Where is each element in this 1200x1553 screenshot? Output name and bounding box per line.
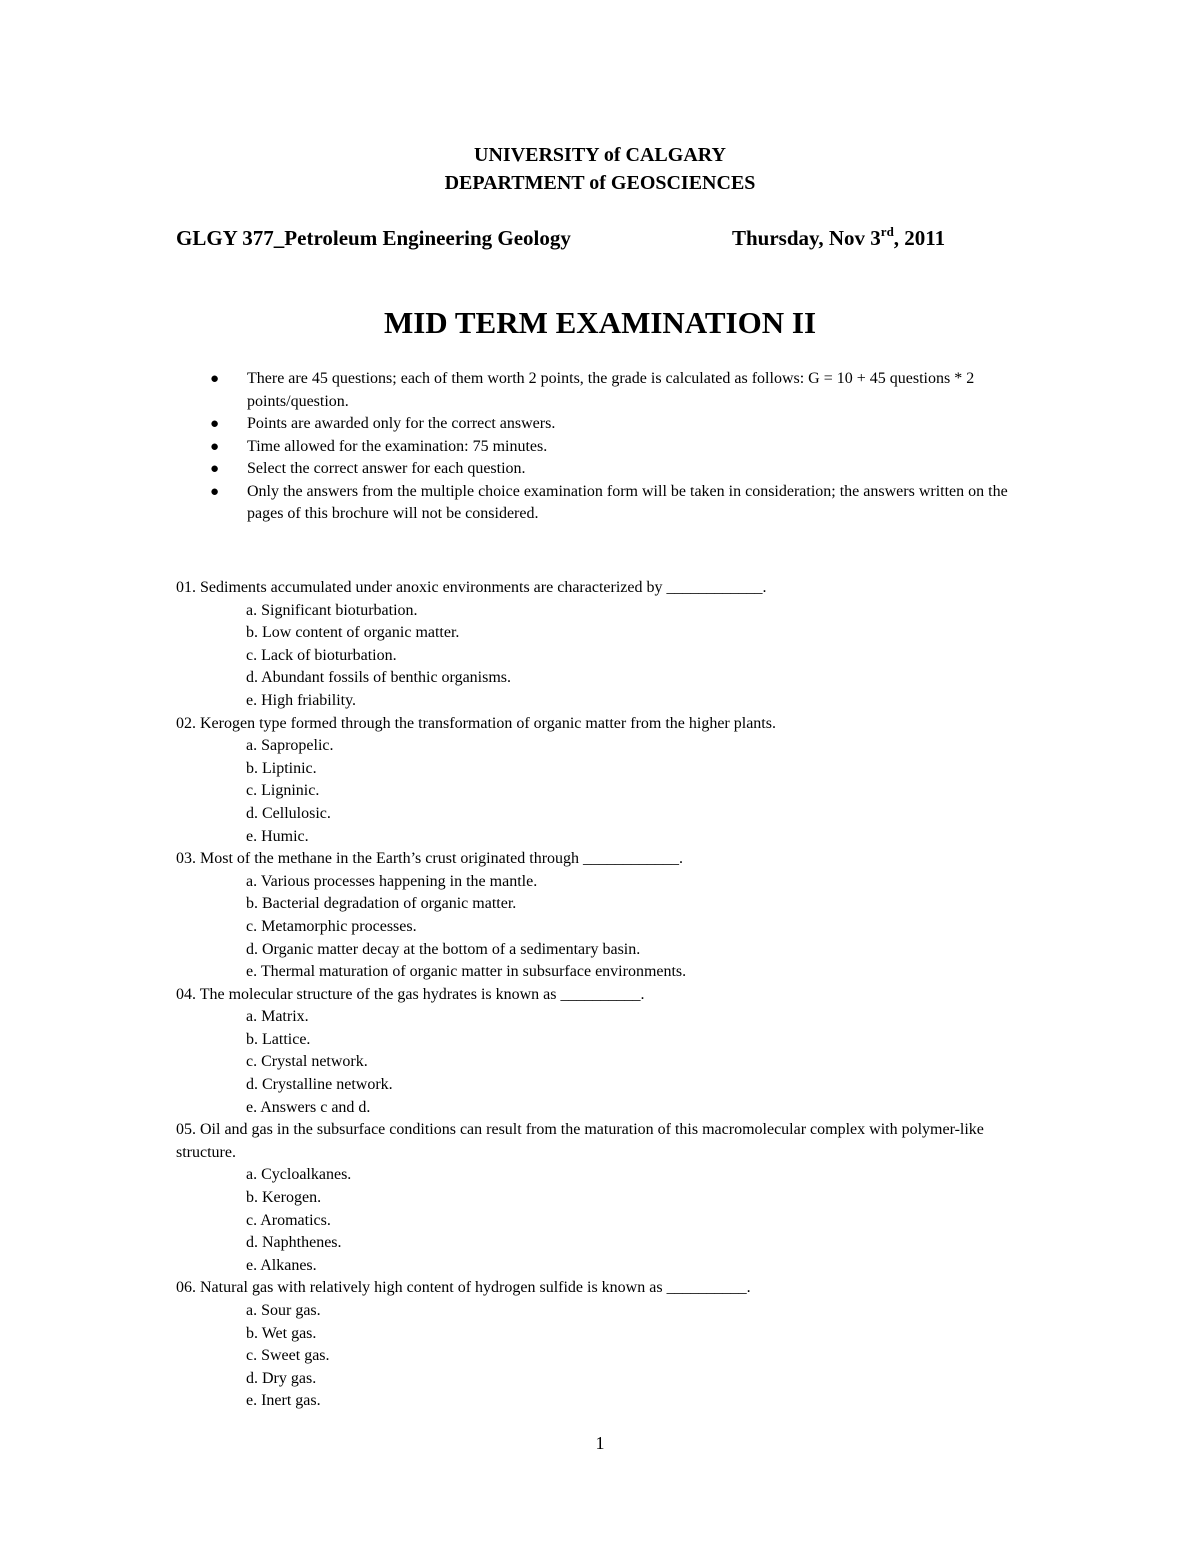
instruction-text: Only the answers from the multiple choice examination form will be taken in consideration; the answers written on the pages of this brochure will not be considered. <box>247 482 1008 522</box>
course-title: GLGY 377_Petroleum Engineering Geology <box>176 226 571 250</box>
answer-option: d. Crystalline network. <box>246 1076 393 1094</box>
instruction-text: Select the correct answer for each question. <box>247 460 526 477</box>
answer-option: c. Lack of bioturbation. <box>246 646 397 664</box>
question-text: 02. Kerogen type formed through the transformation of organic matter from the higher plants. <box>176 714 776 732</box>
answer-option: b. Bacterial degradation of organic matter. <box>246 895 517 913</box>
answer-option: a. Sapropelic. <box>246 737 334 755</box>
answer-option: e. Thermal maturation of organic matter in subsurface environments. <box>246 963 687 981</box>
course-row <box>176 225 976 251</box>
bullet-icon: ● <box>210 416 220 432</box>
instruction-item <box>210 458 1010 481</box>
instruction-text: There are 45 questions; each of them worth 2 points, the grade is calculated as follows: G = 10 + 45 questions * 2 points/question. <box>247 370 975 410</box>
answer-option: d. Naphthenes. <box>246 1234 342 1252</box>
instruction-item <box>210 481 1010 526</box>
question-block <box>176 1119 1036 1277</box>
answer-option: c. Metamorphic processes. <box>246 917 417 935</box>
answer-option: b. Low content of organic matter. <box>246 624 460 642</box>
answer-option: a. Sour gas. <box>246 1302 321 1319</box>
university-name: UNIVERSITY of CALGARY <box>474 144 726 166</box>
answer-option: a. Significant bioturbation. <box>246 601 418 619</box>
questions-section <box>176 577 1036 1413</box>
answer-option: b. Kerogen. <box>246 1189 322 1207</box>
answer-option: a. Cycloalkanes. <box>246 1166 352 1184</box>
question-block <box>176 577 1036 713</box>
instructions-list <box>210 368 1010 526</box>
bullet-icon: ● <box>210 438 220 455</box>
question-text: 06. Natural gas with relatively high content of hydrogen sulfide is known as __________. <box>176 1279 751 1297</box>
bullet-icon: ● <box>210 461 220 477</box>
instruction-text: Time allowed for the examination: 75 minutes. <box>247 437 548 455</box>
answer-option: b. Liptinic. <box>246 759 317 777</box>
answer-option: e. Answers c and d. <box>246 1098 371 1116</box>
question-text: 05. Oil and gas in the subsurface conditions can result from the maturation of this macromolecular complex with polymer-like structure. <box>176 1121 984 1161</box>
question-block <box>176 984 1036 1120</box>
answer-option: e. Inert gas. <box>246 1392 321 1410</box>
page-number: 1 <box>595 1433 605 1453</box>
answer-option: d. Cellulosic. <box>246 804 331 822</box>
answer-option: a. Matrix. <box>246 1008 309 1026</box>
answer-option: b. Wet gas. <box>246 1324 317 1342</box>
instruction-item <box>210 413 1010 436</box>
exam-date-ordinal: rd <box>880 224 894 239</box>
question-text: 04. The molecular structure of the gas hydrates is known as __________. <box>176 985 645 1003</box>
exam-date <box>732 225 945 251</box>
answer-option: e. Humic. <box>246 827 309 845</box>
answer-option: c. Crystal network. <box>246 1053 368 1071</box>
bullet-icon: ● <box>210 483 220 500</box>
answer-option: a. Various processes happening in the mantle. <box>246 872 538 890</box>
answer-option: c. Sweet gas. <box>246 1347 330 1365</box>
instruction-item <box>210 368 1010 413</box>
answer-option: e. High friability. <box>246 691 357 709</box>
answer-option: d. Organic matter decay at the bottom of a sedimentary basin. <box>246 940 641 958</box>
answer-option: e. Alkanes. <box>246 1256 317 1274</box>
instruction-text: Points are awarded only for the correct answers. <box>247 415 556 432</box>
answer-option: d. Abundant fossils of benthic organisms. <box>246 669 512 687</box>
question-block <box>176 1277 1036 1413</box>
question-block <box>176 848 1036 984</box>
answer-option: d. Dry gas. <box>246 1369 317 1387</box>
instruction-item <box>210 436 1010 459</box>
answer-option: c. Aromatics. <box>246 1211 331 1229</box>
department-name: DEPARTMENT of GEOSCIENCES <box>444 172 756 194</box>
question-block <box>176 713 1036 849</box>
bullet-icon: ● <box>210 371 220 387</box>
exam-title: MID TERM EXAMINATION II <box>383 305 817 340</box>
answer-option: c. Ligninic. <box>246 782 320 800</box>
exam-date-main: Thursday, Nov 3 <box>732 226 881 250</box>
answer-option: b. Lattice. <box>246 1030 311 1048</box>
question-text: 01. Sediments accumulated under anoxic environments are characterized by ____________. <box>176 579 767 596</box>
question-text: 03. Most of the methane in the Earth’s crust originated through ____________. <box>176 850 684 868</box>
exam-date-year: , 2011 <box>893 226 946 250</box>
